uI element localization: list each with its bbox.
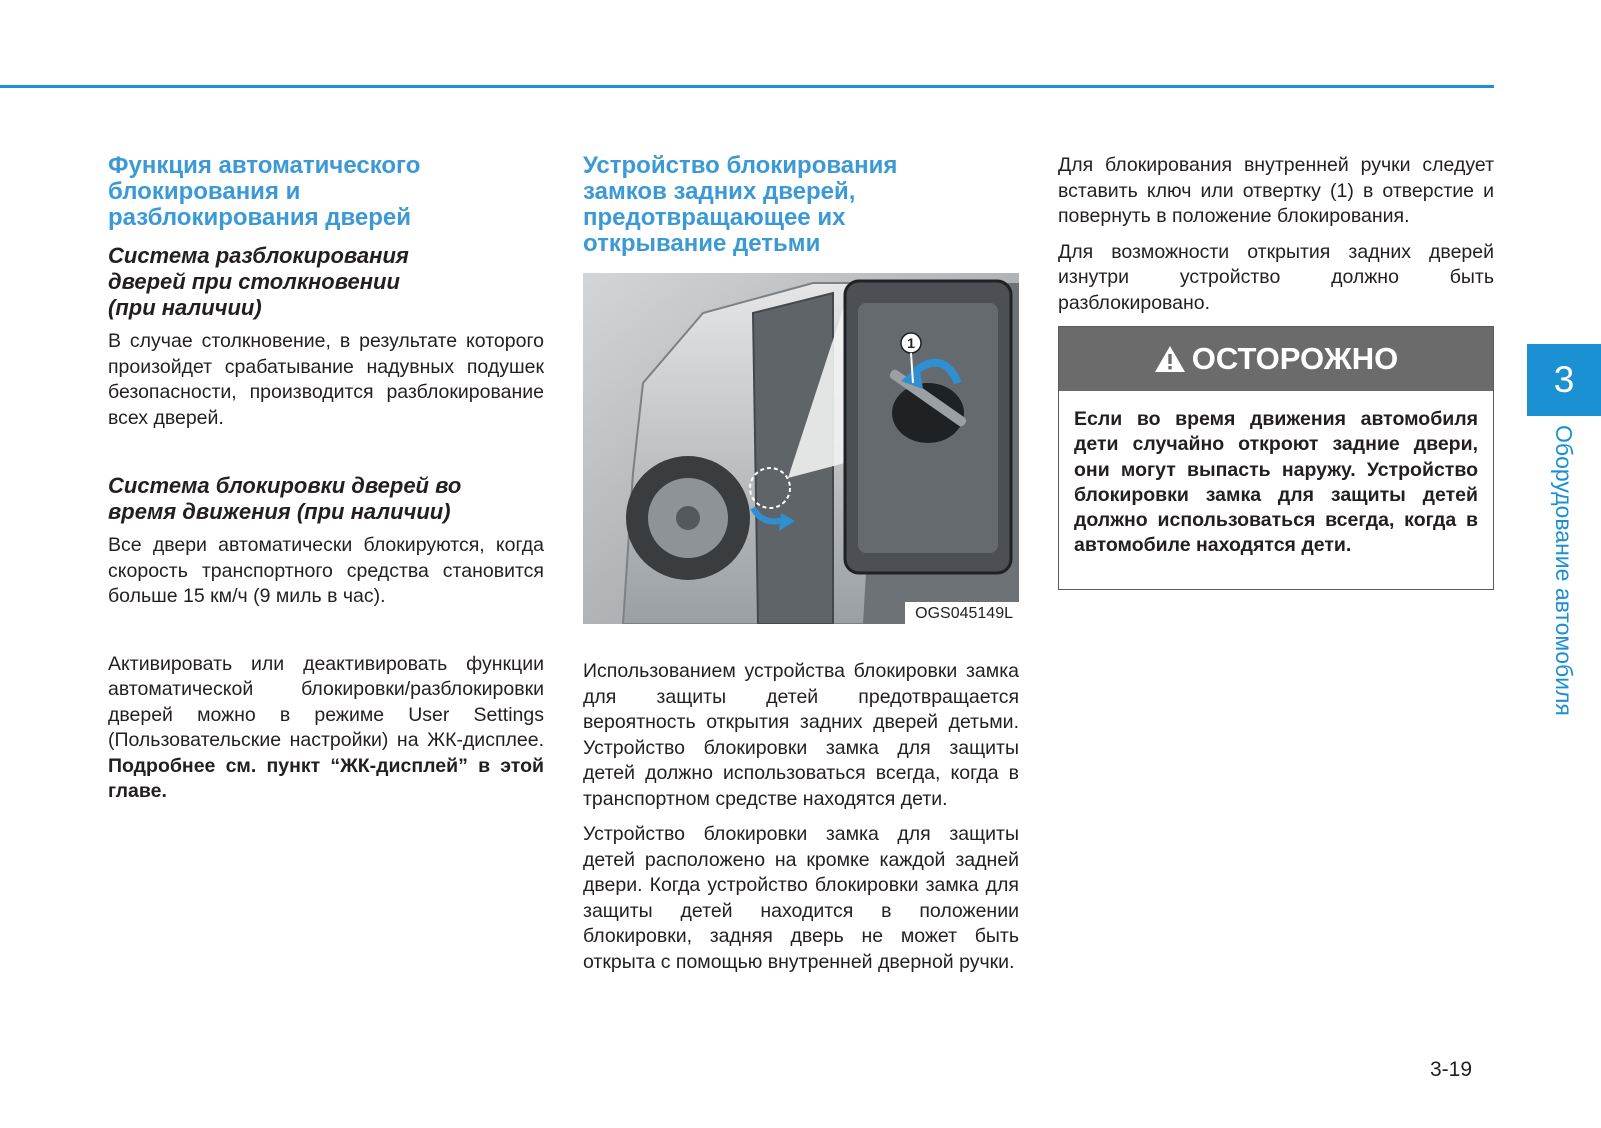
column-left [108,153,544,815]
chapter-label: Оборудование автомобиля [1551,425,1577,716]
warning-header [1059,327,1493,391]
callout-number: 1 [907,335,915,351]
car-door-illustration [583,273,1019,624]
column-right [1058,153,1494,590]
section-heading-child-lock: Устройство блокирования замков задних дверей, предотвращающее их открывание детьми [583,152,898,257]
child-lock-illustration [583,273,1019,624]
paragraph-crash-unlock: В случае столкновение, в результате которого произойдет срабатывание надувных подушек безопасности, производится разблокирование всех дверей. [108,330,544,429]
chapter-tab: 3 [1527,344,1601,416]
paragraph-unlock-procedure: Для возможности открытия задних дверей изнутри устройство должно быть разблокировано. [1058,240,1494,314]
column-middle [583,153,1019,985]
warning-title: ОСТОРОЖНО [1191,341,1399,376]
subheading-speed-lock: Система блокировки дверей во время движения (при наличии) [108,473,462,524]
header-rule [0,85,1494,88]
subheading-crash-unlock: Система разблокирования дверей при столкновении (при наличии) [108,243,409,320]
warning-triangle-icon [1154,344,1186,374]
paragraph-speed-lock: Все двери автоматически блокируются, когда скорость транспортного средства становится больше 15 км/ч (9 миль в час). [108,534,544,607]
paragraph-child-lock-location: Устройство блокировки замка для защиты детей расположено на кромке каждой задней двери. Когда устройство блокировки замка для защиты детей находится в положении блокировки, задняя дверь не может быть открыта с помощью внутренней дверной ручки. [583,823,1019,973]
warning-text: Если во время движения автомобиля дети случайно откроют задние двери, они могут выпасть наружу. Устройство блокировки замка для защиты детей должно использоваться всегда, когда в автомобиле находятся дети. [1074,408,1478,557]
paragraph-lock-procedure: Для блокирования внутренней ручки следует вставить ключ или отвертку (1) в отверстие и повернуть в положение блокирования. [1058,154,1494,227]
user-settings-reference: Подробнее см. пункт “ЖК-дисплей” в этой главе. [108,754,544,802]
paragraph-child-lock-purpose: Использованием устройства блокировки замка для защиты детей предотвращается вероятность открытия задних дверей детьми. Устройство блокировки замка для защиты детей должно использоваться всегда, когда в транспортном средстве находятся дети. [583,660,1019,810]
paragraph-user-settings [108,652,544,805]
page-number: 3-19 [1430,1058,1473,1081]
warning-box [1058,326,1494,590]
user-settings-text: Активировать или деактивировать функции автоматической блокировки/разблокировки дверей можно в режиме User Settings (Пользовательские настройки) на ЖК-дисплее. [108,652,544,751]
section-heading-auto-lock: Функция автоматического блокирования и разблокирования дверей [108,152,421,231]
figure-caption: OGS045149L [905,602,1019,624]
